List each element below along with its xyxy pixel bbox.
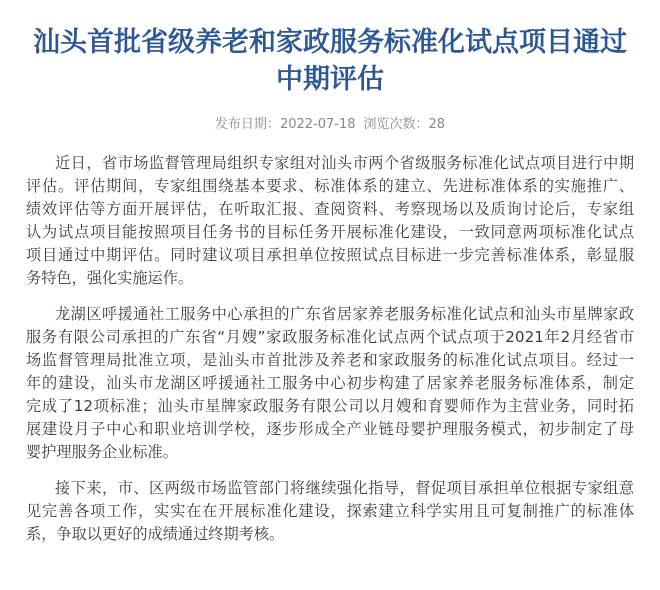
paragraph-line: 项目通过中期评估。同时建议项目承担单位按照试点目标进一步完善标准体系，彰显服 [26,246,634,264]
view-count-label: 浏览次数： [363,117,429,132]
paragraph-line: 接下来，市、区两级市场监管部门将继续强化指导，督促项目承担单位根据专家组意 [55,479,634,497]
paragraph-line: 完成了12项标准；汕头市星牌家政服务有限公司以月嫂和育婴师作为主营业务，同时拓 [26,397,634,415]
paragraph-line: 见完善各项工作，实实在在开展标准化建设，探索建立科学实用且可复制推广的标准体 [26,502,634,520]
paragraph-line: 场监督管理局批准立项，是汕头市首批涉及养老和家政服务的标准化试点项目。经过一 [26,351,634,369]
paragraph-line: 龙湖区呼援通社工服务中心承担的广东省居家养老服务标准化试点和汕头市星牌家政 [55,305,634,323]
article-body [26,152,634,559]
article-title-line: 中期评估 [276,64,384,95]
paragraph-1 [26,152,634,290]
article-title [0,24,660,98]
paragraph-line: 服务有限公司承担的广东省“月嫂”家政服务标准化试点两个试点项于2021年2月经省市 [26,328,634,346]
paragraph-line: 绩效评估等方面开展评估，在听取汇报、查阅资料、考察现场以及质询讨论后，专家组 [26,200,634,218]
paragraph-2 [26,303,634,464]
view-count: 28 [428,117,446,132]
paragraph-line: 近日，省市场监督管理局组织专家组对汕头市两个省级服务标准化试点项目进行中期 [55,154,634,172]
paragraph-3 [26,477,634,546]
paragraph-line: 系，争取以更好的成绩通过终期考核。 [26,525,285,543]
article-meta [0,116,660,134]
publish-date-label: 发布日期： [214,117,280,132]
publish-date: 2022-07-18 [279,117,356,132]
paragraph-line: 婴护理服务企业标准。 [26,443,178,461]
paragraph-line: 务特色，强化实施运作。 [26,269,194,287]
paragraph-line: 认为试点项目能按照项目任务书的目标任务开展标准化建设，一致同意两项标准化试点 [26,223,634,241]
paragraph-line: 展建设月子中心和职业培训学校，逐步形成全产业链母婴护理服务模式，初步制定了母 [26,420,634,438]
paragraph-line: 评估。评估期间，专家组围绕基本要求、标准体系的建立、先进标准体系的实施推广、 [26,177,634,195]
paragraph-line: 年的建设，汕头市龙湖区呼援通社工服务中心初步构建了居家养老服务标准体系，制定 [26,374,634,392]
article-title-line: 汕头首批省级养老和家政服务标准化试点项目通过 [33,27,627,58]
